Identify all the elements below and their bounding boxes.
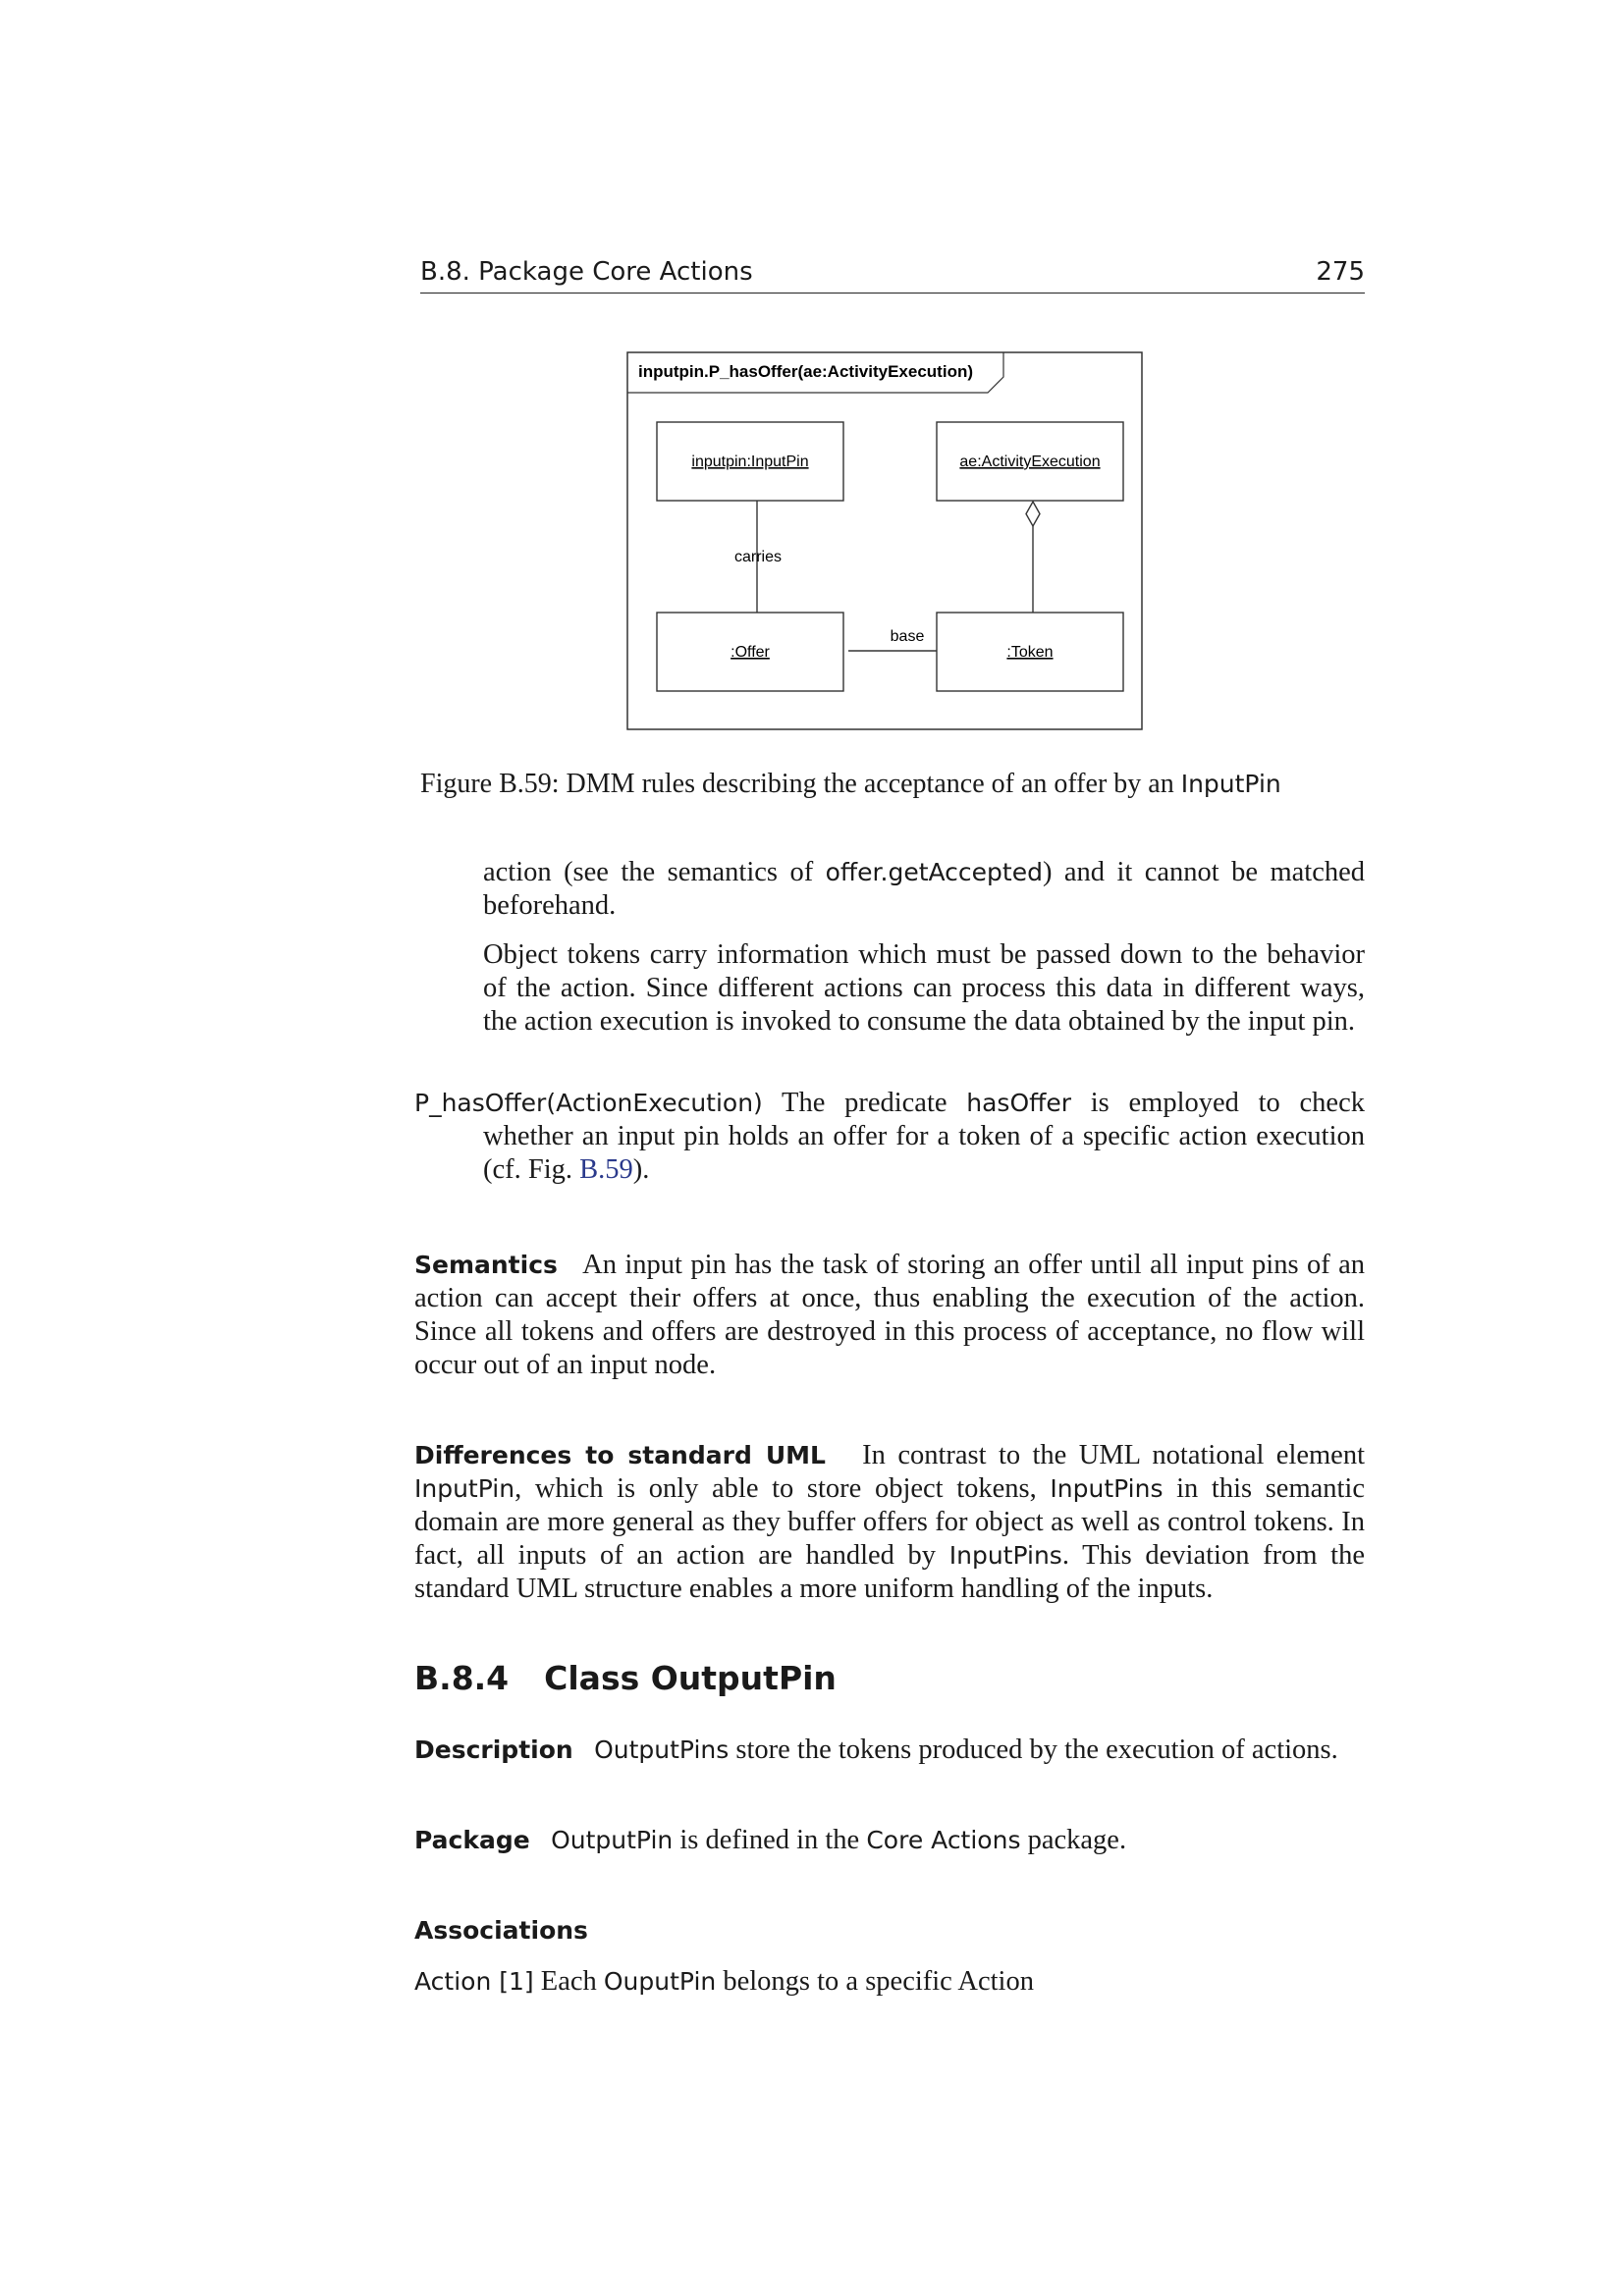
associations-heading: Associations [414, 1916, 588, 1945]
description-term: OutputPins [594, 1735, 730, 1764]
figure-caption [420, 769, 1365, 800]
association-action [414, 1965, 1365, 1999]
edge-base-label: base [890, 628, 925, 645]
associations-heading-block [414, 1916, 588, 1945]
para1-text-b: ) and it cannot be matched beforehand. [483, 857, 1365, 921]
para3-text-a: The predicate [762, 1088, 967, 1118]
package-paragraph [414, 1824, 1365, 1857]
paragraph-object-tokens [483, 938, 1365, 1039]
para3-term: hasOffer [966, 1089, 1072, 1117]
caption-term: InputPin [1180, 770, 1281, 798]
association-term: OuputPin [603, 1967, 717, 1996]
para1-term: offer.getAccepted [825, 858, 1043, 886]
differences-text-1: In contrast to the UML notational element [862, 1440, 1365, 1470]
node-token-label: :Token [1006, 644, 1054, 661]
paragraph-continuation [483, 856, 1365, 923]
differences-term-3: InputPins [948, 1541, 1062, 1570]
para1-text-a: action (see the semantics of [483, 857, 826, 887]
differences-paragraph [414, 1439, 1365, 1606]
semantics-paragraph [414, 1249, 1365, 1382]
para3-text-b: is employed to check whether an input pin holds an offer for a token of a specific action execution (cf. Fig. [483, 1088, 1365, 1185]
node-activity-execution-label: ae:ActivityExecution [959, 454, 1101, 470]
edge-carries-label: carries [733, 549, 783, 565]
section-number: B.8.4 [414, 1659, 510, 1697]
description-paragraph [414, 1734, 1365, 1767]
association-text-2: belongs to a specific Action [716, 1966, 1034, 1997]
association-label: Action [1] [414, 1967, 534, 1996]
figure-b59 [626, 351, 1143, 730]
description-text: store the tokens produced by the execution of actions. [729, 1735, 1338, 1765]
differences-heading: Differences to standard UML [414, 1441, 826, 1469]
caption-prefix: Figure B.59: DMM rules describing the acceptance of an offer by an [420, 769, 1181, 799]
section-heading [414, 1659, 837, 1697]
package-term-2: Core Actions [866, 1826, 1021, 1854]
aggregation-diamond [1026, 502, 1040, 526]
association-text-1: Each [533, 1966, 604, 1997]
running-header-section: B.8. Package Core Actions [420, 257, 753, 287]
frame-label: inputpin.P_hasOffer(ae:ActivityExecution) [638, 362, 973, 381]
node-offer-label: :Offer [731, 644, 770, 661]
semantics-heading: Semantics [414, 1251, 558, 1279]
definition-p-hasoffer [414, 1087, 1365, 1187]
package-heading: Package [414, 1826, 530, 1854]
node-inputpin-label: inputpin:InputPin [691, 454, 809, 470]
para2-text: Object tokens carry information which must be passed down to the behavior of the action. Since different actions can process this data in different ways, the action execution is invoked to consume the data obtained by the input pin. [483, 939, 1365, 1037]
package-text-1: is defined in the [673, 1825, 867, 1855]
definition-label: P_hasOffer(ActionExecution) [414, 1089, 763, 1117]
differences-term-1: InputPin [414, 1474, 515, 1503]
package-text-2: package. [1020, 1825, 1127, 1855]
differences-text-3: in this semantic domain are more general as they buffer offers for object as well as control tokens. In fact, all inputs of an action are handled by [414, 1473, 1365, 1571]
section-title: Class OutputPin [544, 1659, 837, 1697]
semantics-text: An input pin has the task of storing an offer until all input pins of an action can accept their offers at once, thus enabling the execution of the action. Since all tokens and offers are destroyed in this process of acceptance, no flow will occur out of an input node. [414, 1250, 1365, 1380]
differences-term-2: InputPins [1050, 1474, 1164, 1503]
differences-text-2: , which is only able to store object tokens, [514, 1473, 1051, 1504]
description-heading: Description [414, 1735, 573, 1764]
page-number: 275 [1316, 257, 1365, 287]
running-header [420, 257, 1365, 294]
para3-text-c: ). [632, 1154, 650, 1185]
figure-reference-link[interactable]: B.59 [579, 1154, 633, 1185]
dmm-diagram [626, 351, 1143, 730]
package-term-1: OutputPin [551, 1826, 674, 1854]
differences-text-4: . This deviation from the standard UML structure enables a more uniform handling of the inputs. [414, 1540, 1366, 1604]
